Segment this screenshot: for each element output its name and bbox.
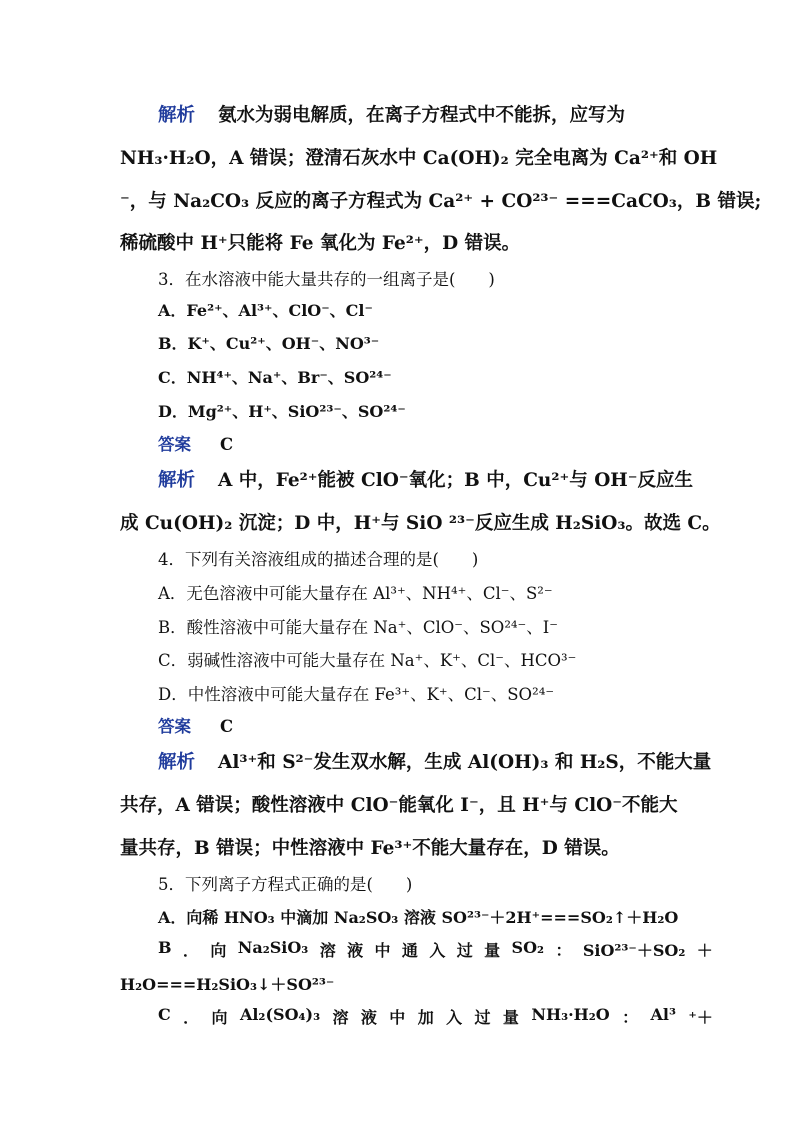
question-3-stem: 3．在水溶液中能大量共存的一组离子是( ) xyxy=(158,270,495,289)
answer-label: 答案 xyxy=(158,717,191,736)
analysis-label: 解析 xyxy=(158,105,196,126)
analysis-paragraph-line-4: 稀硫酸中 H⁺只能将 Fe 氧化为 Fe²⁺，D 错误。 xyxy=(120,233,521,254)
question-4-option-c: C．弱碱性溶液中可能大量存在 Na⁺、K⁺、Cl⁻、HCO³⁻ xyxy=(158,651,577,670)
question-3-option-c: C．NH⁴⁺、Na⁺、Br⁻、SO²⁴⁻ xyxy=(158,368,392,387)
question-3-option-d: D．Mg²⁺、H⁺、SiO²³⁻、SO²⁴⁻ xyxy=(158,402,406,421)
analysis-label: 解析 xyxy=(158,470,196,491)
question-4-analysis-line-1: 解析 Al³⁺和 S²⁻发生双水解，生成 Al(OH)₃ 和 H₂S，不能大量 xyxy=(158,748,711,774)
question-4-answer: 答案 C xyxy=(158,713,233,737)
question-3-analysis-line-2: 成 Cu(OH)₂ 沉淀；D 中，H⁺与 SiO ²³⁻反应生成 H₂SiO₃。故选 C。 xyxy=(120,513,721,534)
question-5-option-b-line-2: H₂O===H₂SiO₃↓＋SO²³⁻ xyxy=(120,975,335,994)
question-4-option-b: B．酸性溶液中可能大量存在 Na⁺、ClO⁻、SO²⁴⁻、I⁻ xyxy=(158,618,558,637)
question-4-analysis-line-2: 共存，A 错误；酸性溶液中 ClO⁻能氧化 I⁻，且 H⁺与 ClO⁻不能大 xyxy=(120,795,678,816)
question-5-option-c-line-1: C ． 向 Al₂(SO₄)₃ 溶 液 中 加 入 过 量 NH₃·H₂O ： Al³ ⁺＋ xyxy=(158,1005,713,1027)
question-3-answer: 答案 C xyxy=(158,431,233,455)
question-3-analysis-line-1: 解析 A 中，Fe²⁺能被 ClO⁻氧化；B 中，Cu²⁺与 OH⁻反应生 xyxy=(158,466,693,492)
analysis-paragraph-line-1: 解析 氨水为弱电解质，在离子方程式中不能拆，应写为 xyxy=(158,101,625,127)
question-3-option-a: A．Fe²⁺、Al³⁺、ClO⁻、Cl⁻ xyxy=(158,301,373,320)
question-5-stem: 5．下列离子方程式正确的是( ) xyxy=(158,875,413,894)
question-5-option-b-line-1: B ． 向 Na₂SiO₃ 溶 液 中 通 入 过 量 SO₂ ： SiO²³⁻＋SO₂ ＋ xyxy=(158,938,713,960)
analysis-paragraph-line-2: NH₃·H₂O，A 错误；澄清石灰水中 Ca(OH)₂ 完全电离为 Ca²⁺和 OH xyxy=(120,148,718,169)
question-4-analysis-line-3: 量共存，B 错误；中性溶液中 Fe³⁺不能大量存在，D 错误。 xyxy=(120,838,620,859)
question-4-stem: 4．下列有关溶液组成的描述合理的是( ) xyxy=(158,550,479,569)
analysis-paragraph-line-3: ⁻，与 Na₂CO₃ 反应的离子方程式为 Ca²⁺ + CO²³⁻ ===CaCO₃，B 错误; xyxy=(120,191,762,212)
question-3-option-b: B．K⁺、Cu²⁺、OH⁻、NO³⁻ xyxy=(158,334,380,353)
question-4-option-a: A．无色溶液中可能大量存在 Al³⁺、NH⁴⁺、Cl⁻、S²⁻ xyxy=(158,584,553,603)
analysis-label: 解析 xyxy=(158,752,196,773)
answer-label: 答案 xyxy=(158,435,191,454)
question-5-option-a: A．向稀 HNO₃ 中滴加 Na₂SO₃ 溶液 SO²³⁻＋2H⁺===SO₂↑＋H₂O xyxy=(158,908,679,927)
question-4-option-d: D．中性溶液中可能大量存在 Fe³⁺、K⁺、Cl⁻、SO²⁴⁻ xyxy=(158,685,555,704)
